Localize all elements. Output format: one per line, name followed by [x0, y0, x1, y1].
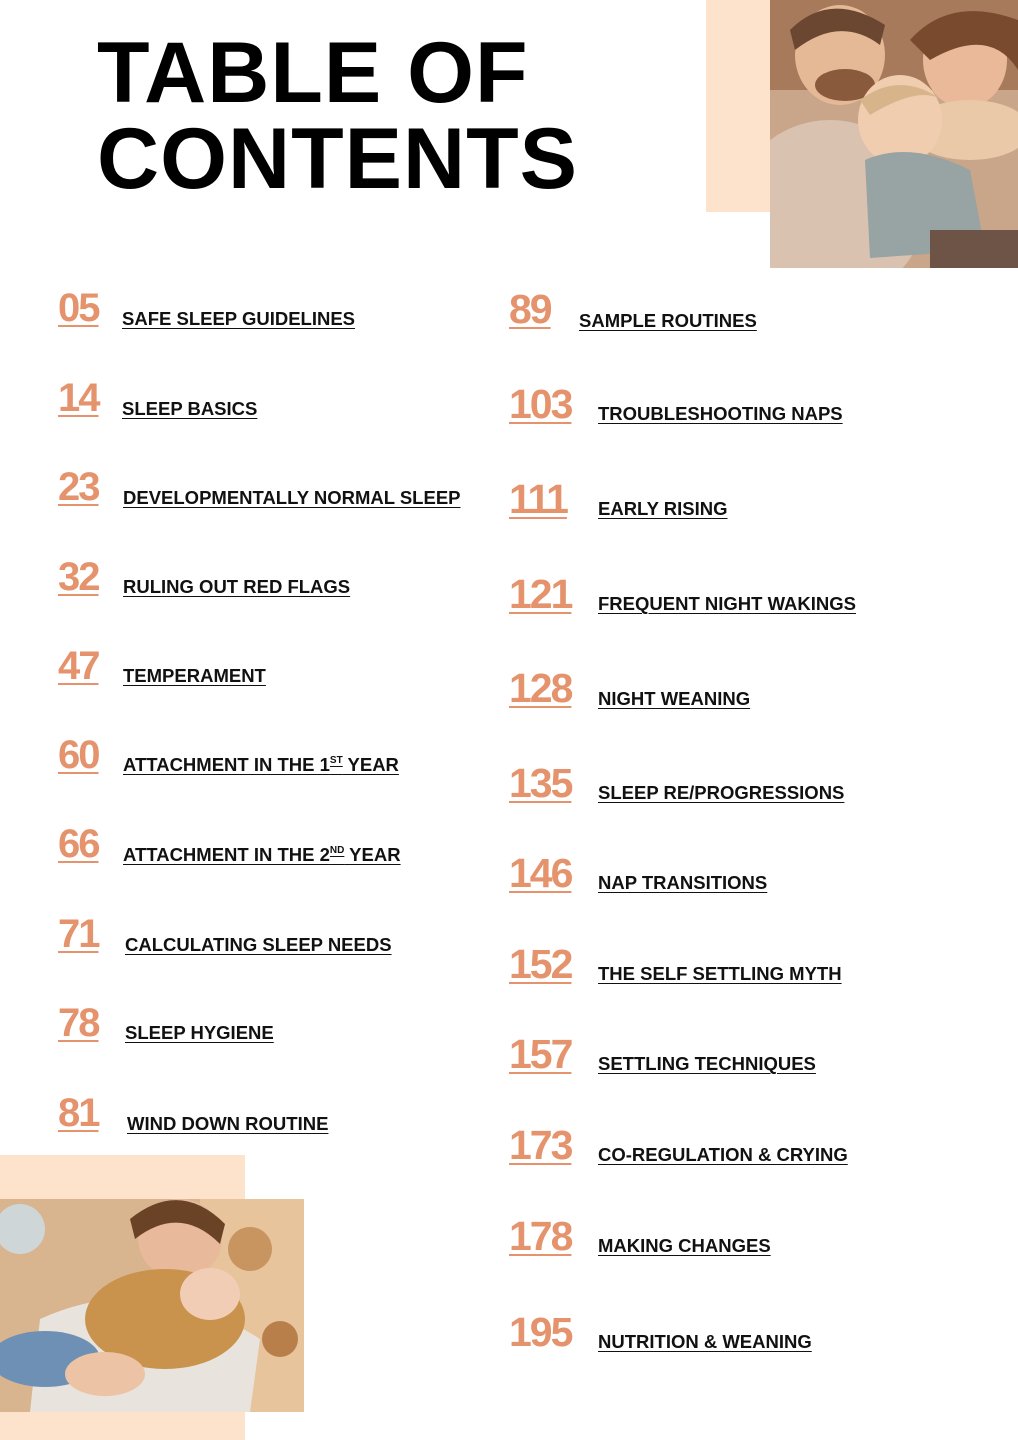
page-number[interactable]: 157: [509, 1031, 572, 1077]
section-title[interactable]: [123, 844, 401, 866]
section-title[interactable]: EARLY RISING: [598, 498, 728, 519]
page-number[interactable]: 14: [58, 376, 99, 420]
section-title[interactable]: WIND DOWN ROUTINE: [127, 1113, 329, 1134]
page-number[interactable]: 173: [509, 1122, 572, 1168]
section-title[interactable]: NUTRITION & WEANING: [598, 1331, 812, 1352]
page-number[interactable]: 47: [58, 644, 99, 688]
section-title[interactable]: SLEEP BASICS: [122, 398, 258, 419]
section-title[interactable]: [123, 754, 399, 776]
section-title[interactable]: TEMPERAMENT: [123, 665, 266, 686]
section-title[interactable]: SAMPLE ROUTINES: [579, 310, 757, 331]
section-title[interactable]: SLEEP RE/PROGRESSIONS: [598, 782, 845, 803]
mother-baby-photo: [0, 1199, 304, 1412]
page-number[interactable]: 111: [509, 476, 567, 522]
page-number[interactable]: 152: [509, 941, 572, 987]
section-title[interactable]: FREQUENT NIGHT WAKINGS: [598, 593, 856, 614]
section-title[interactable]: RULING OUT RED FLAGS: [123, 576, 351, 597]
section-title[interactable]: TROUBLESHOOTING NAPS: [598, 403, 843, 424]
page-number[interactable]: 81: [58, 1091, 99, 1135]
section-title[interactable]: CO-REGULATION & CRYING: [598, 1144, 848, 1165]
section-title-text-end: YEAR: [344, 844, 401, 865]
page-number[interactable]: 66: [58, 822, 99, 866]
section-title[interactable]: THE SELF SETTLING MYTH: [598, 963, 842, 984]
page-title-line-2: CONTENTS: [97, 111, 578, 207]
page-number[interactable]: 146: [509, 850, 572, 896]
page-number[interactable]: 32: [58, 555, 99, 599]
section-title[interactable]: SLEEP HYGIENE: [125, 1022, 274, 1043]
section-title[interactable]: SAFE SLEEP GUIDELINES: [122, 308, 356, 329]
section-title-text: ATTACHMENT IN THE 1: [123, 754, 330, 775]
page-number[interactable]: 103: [509, 381, 572, 427]
page-number[interactable]: 60: [58, 733, 99, 777]
page-title: [97, 25, 578, 207]
section-title[interactable]: MAKING CHANGES: [598, 1235, 771, 1256]
family-photo: [770, 0, 1018, 268]
section-title[interactable]: DEVELOPMENTALLY NORMAL SLEEP: [123, 487, 461, 508]
page-number[interactable]: 23: [58, 465, 99, 509]
page-number[interactable]: 89: [509, 286, 551, 332]
page-number[interactable]: 178: [509, 1213, 572, 1259]
section-title-text: ATTACHMENT IN THE 2: [123, 844, 330, 865]
page-number[interactable]: 05: [58, 286, 99, 330]
ordinal-suffix: ST: [329, 755, 343, 766]
page-number[interactable]: 128: [509, 665, 572, 711]
section-title[interactable]: SETTLING TECHNIQUES: [598, 1053, 816, 1074]
page-number[interactable]: 78: [58, 1001, 99, 1045]
page-number[interactable]: 135: [509, 760, 572, 806]
section-title[interactable]: NIGHT WEANING: [598, 688, 751, 709]
page-number[interactable]: 195: [509, 1309, 572, 1355]
page-title-line-1: TABLE OF: [97, 25, 529, 121]
ordinal-suffix: ND: [329, 845, 345, 856]
page-number[interactable]: 121: [509, 571, 572, 617]
section-title[interactable]: CALCULATING SLEEP NEEDS: [125, 934, 392, 955]
section-title[interactable]: NAP TRANSITIONS: [598, 872, 768, 893]
page-number[interactable]: 71: [58, 912, 99, 956]
section-title-text-end: YEAR: [342, 754, 399, 775]
